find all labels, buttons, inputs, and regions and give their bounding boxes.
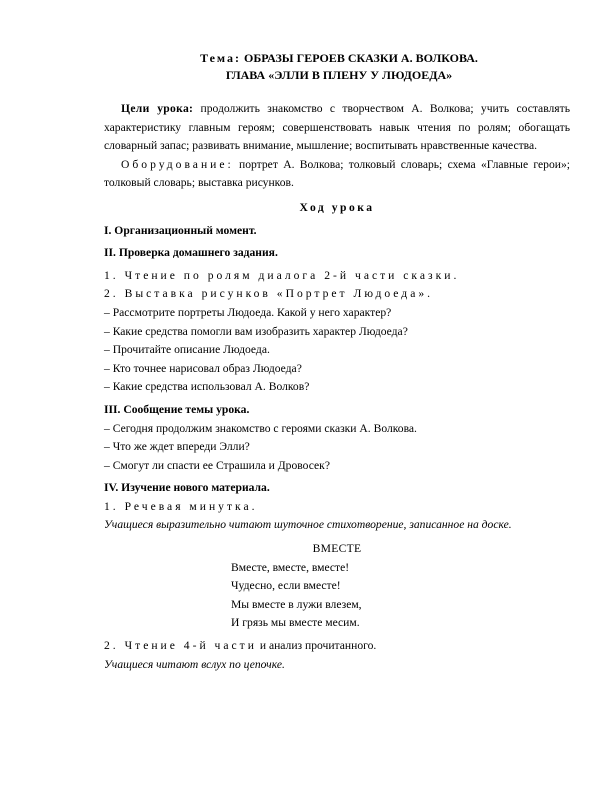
section-2-question: – Какие средства помогли вам изобразить характер Людоеда? [104, 324, 408, 338]
lesson-title [108, 50, 570, 84]
section-3-line: – Сегодня продолжим знакомство с героями сказки А. Волкова. [104, 421, 417, 435]
poem-line: Вместе, вместе, вместе! [231, 560, 350, 574]
poem-line: Чудесно, если вместе! [231, 579, 341, 593]
section-2-question: – Рассмотрите портреты Людоеда. Какой у него характер? [104, 305, 392, 319]
document-page [104, 50, 570, 674]
equipment-label: Оборудование: [121, 157, 234, 171]
section-2-title: II. Проверка домашнего задания. [104, 246, 278, 260]
section-2-item-2: 2. Выставка рисунков «Портрет Людоеда». [104, 287, 434, 301]
section-4-item-2 [104, 637, 570, 656]
section-2-question: – Кто точнее нарисовал образ Людоеда? [104, 361, 302, 375]
lesson-goals [104, 100, 570, 156]
title-text: ОБРАЗЫ ГЕРОЕВ СКАЗКИ А. ВОЛКОВА. [241, 51, 478, 65]
lesson-flow-heading: Ход урока [299, 200, 375, 214]
section-3-line: – Смогут ли спасти ее Страшила и Дровосек? [104, 458, 330, 472]
section-3-title: III. Сообщение темы урока. [104, 402, 250, 416]
poem-title: ВМЕСТЕ [312, 542, 362, 556]
section-4-instruction-1: Учащиеся выразительно читают шуточное стихотворение, записанное на доске. [104, 518, 512, 532]
section-2-question: – Прочитайте описание Людоеда. [104, 343, 270, 357]
equipment-text: портрет А. Волкова; толковый словарь; схема «Главные герои»; толковый словарь; выставка рисунков. [104, 157, 570, 190]
section-4-item-1: 1. Речевая минутка. [104, 499, 258, 513]
section-2-item-1: 1. Чтение по ролям диалога 2-й части сказки. [104, 268, 460, 282]
section-3-line: – Что же ждет впереди Элли? [104, 440, 250, 454]
section-4-item-2-spaced: 2. Чтение 4-й части [104, 639, 257, 653]
title-line-2: ГЛАВА «ЭЛЛИ В ПЛЕНУ У ЛЮДОЕДА» [225, 68, 453, 82]
lesson-equipment [104, 156, 570, 193]
title-lead: Тема: [200, 51, 242, 65]
section-4-item-2-rest: и анализ прочитанного. [256, 639, 377, 653]
poem-line: И грязь мы вместе месим. [231, 616, 360, 630]
poem [231, 559, 570, 633]
section-4-title: IV. Изучение нового материала. [104, 481, 270, 495]
title-line-1 [108, 50, 570, 67]
goals-text: продолжить знакомство с творчеством А. Волкова; учить составлять характеристику главным героям; совершенствовать навык чтения по ролям; обогащать словарный запас; развивать внимание, мышление; воспитывать нравственные качества. [104, 102, 570, 153]
section-4-instruction-2: Учащиеся читают вслух по цепочке. [104, 657, 285, 671]
section-1-title: I. Организационный момент. [104, 223, 257, 237]
poem-line: Мы вместе в лужи влезем, [231, 597, 362, 611]
goals-label: Цели урока: [121, 102, 194, 115]
section-2-question: – Какие средства использовал А. Волков? [104, 380, 310, 394]
